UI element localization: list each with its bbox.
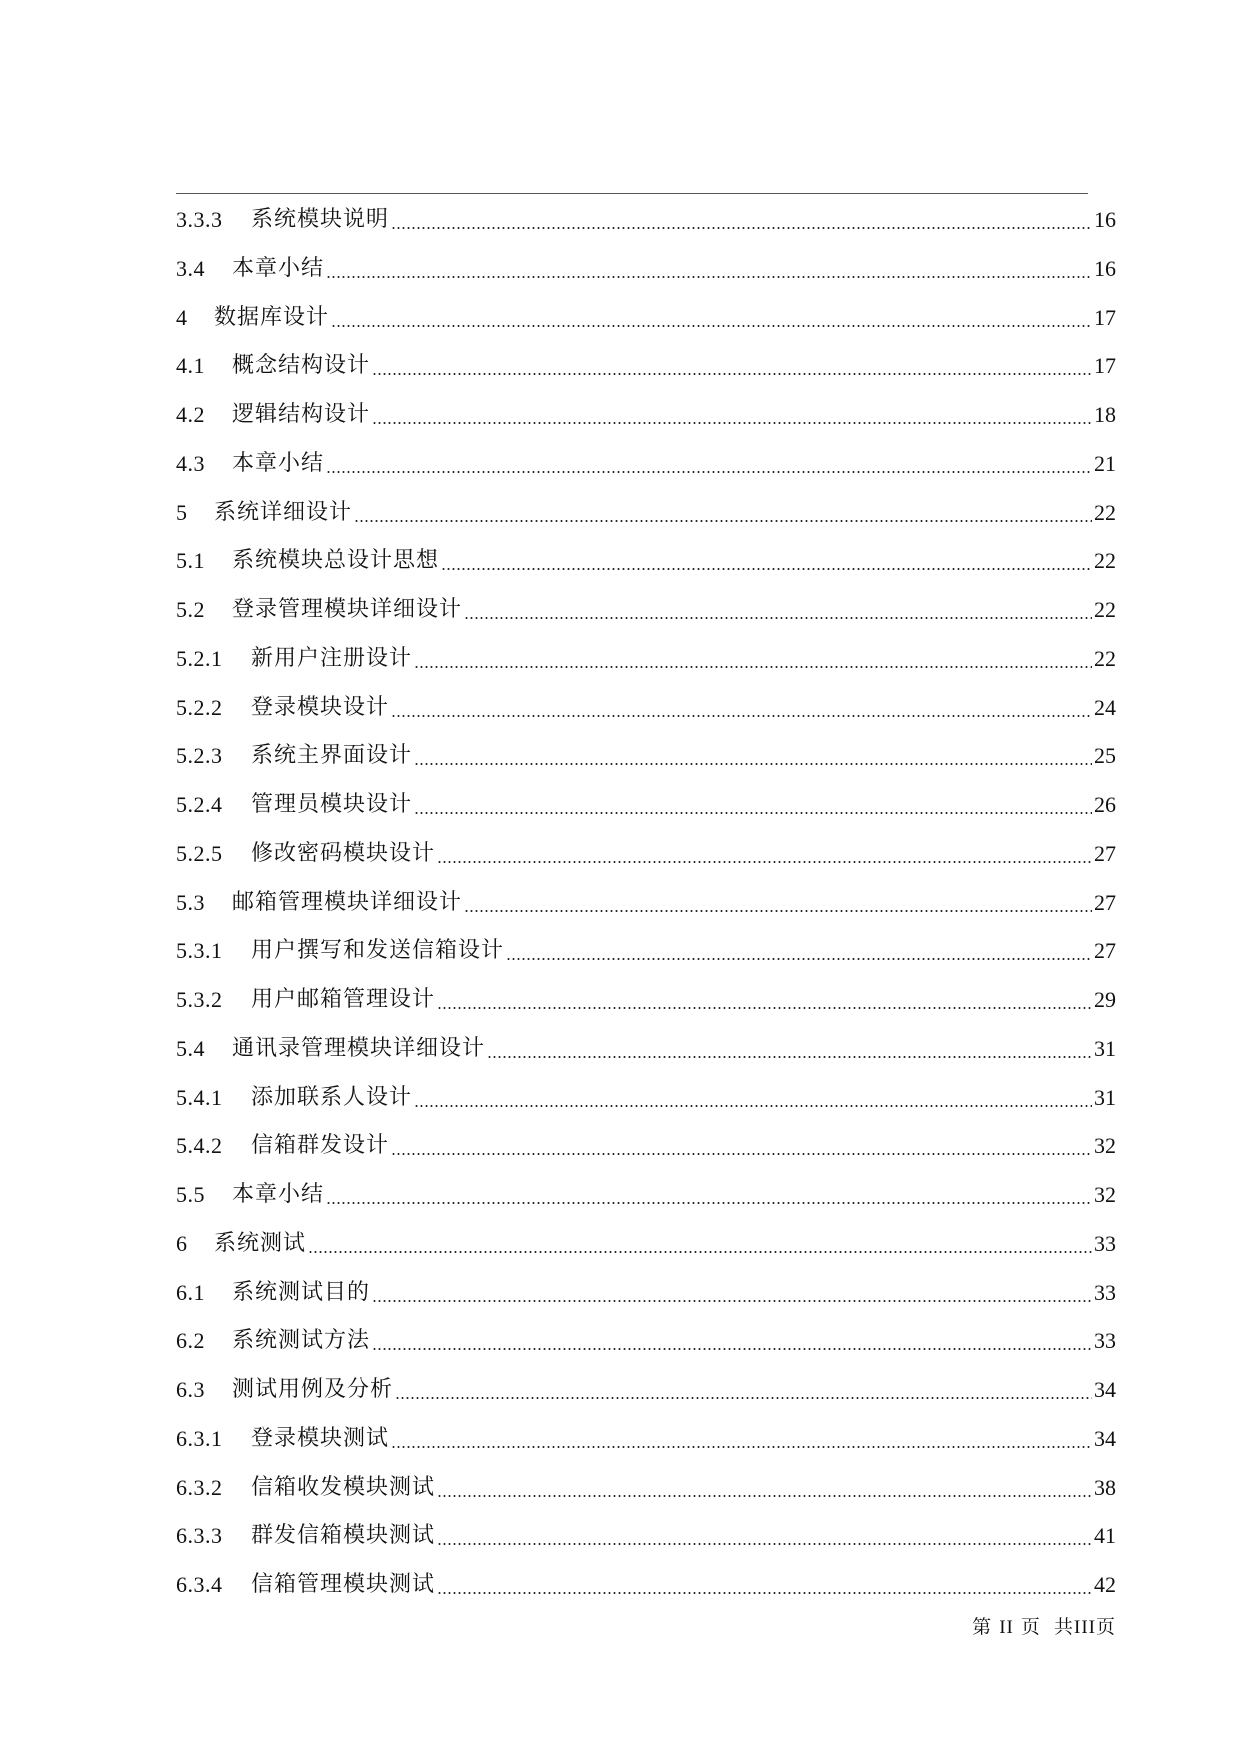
toc-dot-leader: [437, 1005, 1092, 1011]
toc-entry-title: 系统模块总设计思想: [232, 548, 440, 574]
toc-entry[interactable]: [176, 440, 1116, 488]
toc-entry-title: 登录管理模块详细设计: [232, 597, 463, 622]
toc-dot-leader: [414, 1103, 1092, 1109]
toc-entry-title: 信箱收发模块测试: [251, 1474, 436, 1500]
toc-entry[interactable]: [176, 1074, 1116, 1122]
toc-entry-number: 5.3.2: [176, 987, 223, 1012]
toc-entry[interactable]: [176, 1317, 1116, 1365]
toc-entry[interactable]: [176, 879, 1116, 927]
toc-entry[interactable]: [176, 294, 1116, 342]
toc-entry[interactable]: [176, 1122, 1116, 1170]
toc-entry-title: 概念结构设计: [232, 353, 371, 379]
toc-entry-number: 5.4: [176, 1035, 205, 1061]
toc-entry-number: 5.3: [176, 889, 205, 915]
toc-entry-page: 29: [1094, 987, 1116, 1012]
toc-entry-number: 5.2.2: [176, 694, 223, 720]
toc-dot-leader: [506, 956, 1092, 962]
toc-entry-number: 6: [176, 1230, 188, 1256]
header-rule: [176, 193, 1088, 194]
toc-entry[interactable]: [176, 537, 1116, 585]
toc-entry-title: 通讯录管理模块详细设计: [232, 1035, 486, 1061]
toc-entry-title: 用户撰写和发送信箱设计: [251, 938, 505, 964]
toc-entry-title: 系统详细设计: [214, 499, 353, 525]
toc-entry-page: 33: [1094, 1230, 1116, 1256]
toc-dot-leader: [441, 566, 1092, 572]
toc-entry-page: 18: [1094, 402, 1116, 427]
toc-entry-number: 5.2.5: [176, 840, 223, 866]
toc-entry-page: 26: [1094, 792, 1116, 817]
toc-entry[interactable]: [176, 976, 1116, 1024]
toc-entry[interactable]: [176, 1025, 1116, 1073]
toc-entry[interactable]: [176, 1269, 1116, 1317]
toc-entry-title: 系统测试: [214, 1230, 307, 1256]
toc-entry-title: 本章小结: [232, 450, 325, 476]
toc-entry-title: 登录模块测试: [251, 1425, 390, 1451]
toc-entry-page: 34: [1094, 1377, 1116, 1402]
toc-dot-leader: [437, 1590, 1092, 1596]
toc-entry-number: 6.2: [176, 1328, 205, 1354]
toc-entry-title: 数据库设计: [214, 304, 330, 330]
toc-entry[interactable]: [176, 635, 1116, 683]
toc-entry-title: 逻辑结构设计: [232, 402, 371, 427]
toc-entry[interactable]: [176, 684, 1116, 732]
toc-entry-page: 22: [1094, 499, 1116, 525]
toc-entry-number: 5.2: [176, 597, 205, 622]
toc-entry[interactable]: [176, 1415, 1116, 1463]
toc-entry-page: 27: [1094, 840, 1116, 866]
toc-entry-number: 6.3.2: [176, 1474, 223, 1500]
toc-entry-number: 5.2.3: [176, 743, 223, 769]
toc-entry-number: 4.2: [176, 402, 205, 427]
toc-entry-number: 4.1: [176, 353, 205, 379]
toc-entry-page: 34: [1094, 1425, 1116, 1451]
toc-entry-page: 16: [1094, 207, 1116, 232]
toc-dot-leader: [331, 323, 1092, 329]
toc-entry-title: 信箱群发设计: [251, 1133, 390, 1159]
toc-entry[interactable]: [176, 1464, 1116, 1512]
toc-entry-number: 3.4: [176, 255, 205, 281]
toc-entry-number: 6.1: [176, 1279, 205, 1305]
toc-dot-leader: [326, 469, 1092, 475]
toc-entry-title: 系统模块说明: [251, 207, 390, 232]
toc-entry[interactable]: [176, 489, 1116, 537]
toc-dot-leader: [464, 615, 1092, 621]
toc-entry[interactable]: [176, 830, 1116, 878]
toc-entry[interactable]: [176, 245, 1116, 293]
toc-entry[interactable]: [176, 927, 1116, 975]
toc-dot-leader: [308, 1249, 1092, 1255]
toc-dot-leader: [414, 761, 1092, 767]
toc-entry-page: 41: [1094, 1523, 1116, 1549]
toc-entry-page: 27: [1094, 938, 1116, 964]
toc-entry-title: 添加联系人设计: [251, 1084, 413, 1110]
toc-entry-number: 4.3: [176, 450, 205, 476]
toc-entry-page: 22: [1094, 597, 1116, 622]
toc-dot-leader: [372, 371, 1092, 377]
toc-entry-title: 本章小结: [232, 1182, 325, 1207]
toc-entry-title: 登录模块设计: [251, 694, 390, 720]
toc-entry[interactable]: [176, 1220, 1116, 1268]
toc-entry-page: 38: [1094, 1474, 1116, 1500]
toc-entry-title: 系统测试方法: [232, 1328, 371, 1354]
toc-dot-leader: [372, 420, 1092, 426]
toc-dot-leader: [391, 1444, 1092, 1450]
toc-entry-title: 群发信箱模块测试: [251, 1523, 436, 1549]
toc-entry[interactable]: [176, 1366, 1116, 1414]
toc-dot-leader: [487, 1054, 1092, 1060]
toc-entry[interactable]: [176, 391, 1116, 439]
toc-entry-number: 6.3.4: [176, 1572, 223, 1597]
toc-entry-page: 32: [1094, 1133, 1116, 1159]
toc-entry-page: 22: [1094, 645, 1116, 671]
toc-entry-page: 22: [1094, 548, 1116, 574]
toc-entry[interactable]: [176, 781, 1116, 829]
footer-suffix: 页: [1095, 1616, 1116, 1638]
toc-entry-page: 24: [1094, 694, 1116, 720]
toc-entry[interactable]: [176, 342, 1116, 390]
toc-entry-number: 5.2.1: [176, 645, 223, 671]
toc-dot-leader: [391, 1151, 1092, 1157]
toc-dot-leader: [414, 664, 1092, 670]
toc-dot-leader: [326, 1200, 1092, 1206]
toc-entry-title: 本章小结: [232, 255, 325, 281]
toc-entry-title: 系统测试目的: [232, 1279, 371, 1305]
toc-entry-number: 5.4.2: [176, 1133, 223, 1159]
toc-entry-number: 5.5: [176, 1182, 205, 1207]
toc-entry-page: 27: [1094, 889, 1116, 915]
toc-dot-leader: [372, 1298, 1092, 1304]
footer-prefix: 第: [972, 1616, 993, 1638]
toc-entry[interactable]: [176, 732, 1116, 780]
footer-total-prefix: 共: [1053, 1616, 1074, 1638]
toc-dot-leader: [372, 1346, 1092, 1352]
toc-entry-number: 5.2.4: [176, 792, 223, 817]
toc-dot-leader: [464, 908, 1092, 914]
toc-entry-title: 管理员模块设计: [251, 792, 413, 817]
toc-dot-leader: [326, 274, 1092, 280]
toc-entry-page: 32: [1094, 1182, 1116, 1207]
toc-entry-page: 31: [1094, 1035, 1116, 1061]
toc-dot-leader: [414, 810, 1092, 816]
toc-entry-number: 4: [176, 304, 188, 330]
toc-entry[interactable]: [176, 1561, 1116, 1609]
toc-entry-title: 测试用例及分析: [232, 1377, 394, 1402]
footer-total-pages: III: [1074, 1617, 1096, 1638]
toc-entry-number: 6.3.3: [176, 1523, 223, 1549]
toc-entry-number: 5.3.1: [176, 938, 223, 964]
toc-entry-number: 5: [176, 499, 188, 525]
toc-entry-page: 17: [1094, 304, 1116, 330]
toc-dot-leader: [437, 1493, 1092, 1499]
toc-entry-page: 16: [1094, 255, 1116, 281]
toc-entry-page: 21: [1094, 450, 1116, 476]
toc-dot-leader: [391, 225, 1092, 231]
toc-entry-page: 33: [1094, 1279, 1116, 1305]
toc-dot-leader: [395, 1395, 1092, 1401]
toc-entry[interactable]: [176, 586, 1116, 634]
toc-entry-title: 修改密码模块设计: [251, 840, 436, 866]
toc-dot-leader: [437, 1541, 1092, 1547]
toc-entry-number: 5.4.1: [176, 1084, 223, 1110]
toc-entry-title: 系统主界面设计: [251, 743, 413, 769]
toc-dot-leader: [354, 518, 1092, 524]
toc-entry-page: 33: [1094, 1328, 1116, 1354]
footer-current-page: II: [999, 1617, 1014, 1638]
toc-entry-page: 17: [1094, 353, 1116, 379]
toc-entry-title: 新用户注册设计: [251, 645, 413, 671]
toc-entry-title: 用户邮箱管理设计: [251, 987, 436, 1012]
toc-entry-number: 3.3.3: [176, 207, 223, 232]
toc-entry-title: 邮箱管理模块详细设计: [232, 889, 463, 915]
toc-entry[interactable]: [176, 1512, 1116, 1560]
toc-entry[interactable]: [176, 196, 1116, 244]
footer-page-word: 页: [1020, 1616, 1041, 1638]
toc-dot-leader: [437, 859, 1092, 865]
toc-entry-page: 31: [1094, 1084, 1116, 1110]
toc-entry-title: 信箱管理模块测试: [251, 1572, 436, 1597]
toc-dot-leader: [391, 713, 1092, 719]
toc-entry-number: 6.3.1: [176, 1425, 223, 1451]
toc-entry[interactable]: [176, 1171, 1116, 1219]
toc-entry-page: 42: [1094, 1572, 1116, 1597]
toc-entry-number: 6.3: [176, 1377, 205, 1402]
toc-entry-page: 25: [1094, 743, 1116, 769]
toc-entry-number: 5.1: [176, 548, 205, 574]
page-footer: [972, 1612, 1116, 1639]
